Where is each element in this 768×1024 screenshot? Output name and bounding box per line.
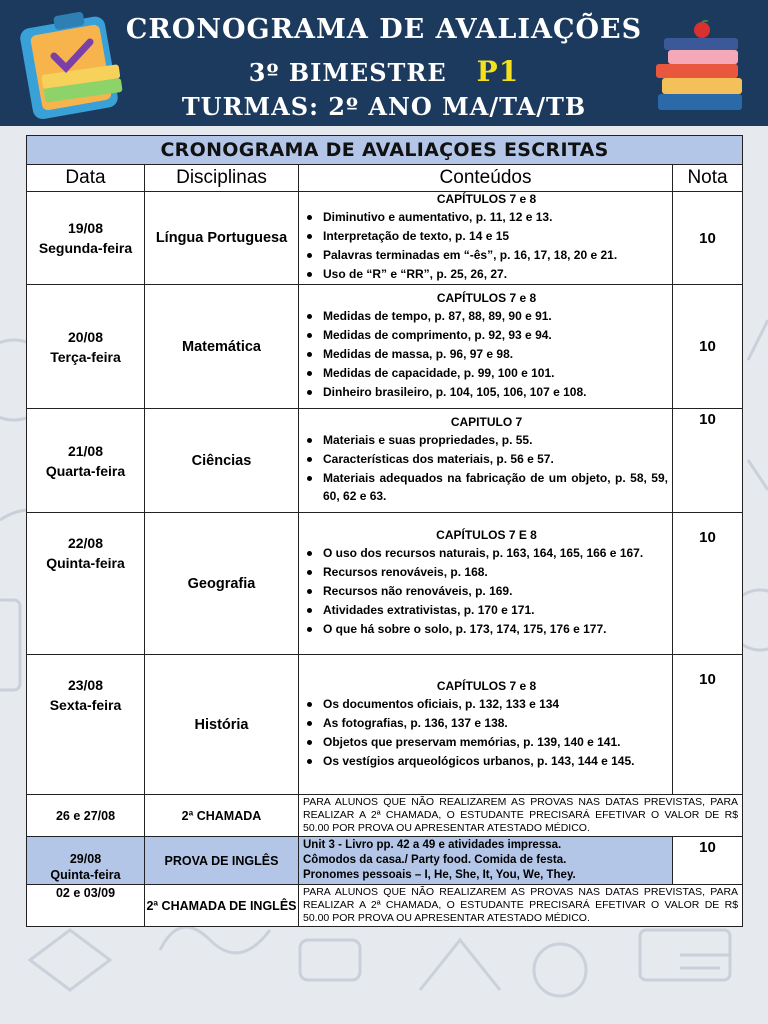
table-row: [27, 192, 743, 285]
date: 29/08: [69, 852, 102, 866]
list-item: Os documentos oficiais, p. 132, 133 e 134: [323, 695, 668, 713]
list-item: Medidas de comprimento, p. 92, 93 e 94.: [323, 326, 668, 344]
content-cell: [299, 837, 673, 885]
date-cell: [27, 285, 145, 409]
table-row: [27, 655, 743, 795]
list-item: Materiais adequados na fabricação de um objeto, p. 58, 59, 60, 62 e 63.: [323, 471, 668, 503]
content-line: Unit 3 - Livro pp. 42 a 49 e atividades impressa.: [303, 839, 562, 851]
date-cell: [27, 837, 145, 885]
schedule-table: [26, 135, 743, 927]
subject-cell: 2ª CHAMADA: [145, 795, 299, 837]
grade-cell: 10: [673, 409, 743, 513]
list-item: Recursos não renováveis, p. 169.: [323, 582, 668, 600]
date-cell: 26 e 27/08: [27, 795, 145, 837]
subject-cell: Língua Portuguesa: [145, 192, 299, 285]
list-item: Medidas de capacidade, p. 99, 100 e 101.: [323, 364, 668, 382]
content-cell: [299, 513, 673, 655]
date-cell: 02 e 03/09: [27, 885, 145, 927]
subject-cell: PROVA DE INGLÊS: [145, 837, 299, 885]
chapter-label: CAPÍTULOS 7 e 8: [436, 192, 537, 206]
header-content: Conteúdos: [299, 165, 673, 192]
grade-cell: 10: [673, 655, 743, 795]
list-item: Diminutivo e aumentativo, p. 11, 12 e 13.: [323, 208, 668, 226]
date: 20/08: [67, 328, 104, 345]
list-item: Interpretação de texto, p. 14 e 15: [323, 227, 668, 245]
notice-cell: PARA ALUNOS QUE NÃO REALIZAREM AS PROVAS NAS DATAS PREVISTAS, PARA REALIZAR A 2ª CHAMADA, O ESTUDANTE PRECISARÁ EFETIVAR O VALOR DE R$ 50.00 POR PROVA OU APRESENTAR ATESTADO MÉDICO.: [299, 795, 743, 837]
list-item: Materiais e suas propriedades, p. 55.: [323, 431, 668, 449]
grade-cell: 10: [673, 837, 743, 885]
content-cell: [299, 192, 673, 285]
list-item: As fotografias, p. 136, 137 e 138.: [323, 714, 668, 732]
date: 19/08: [67, 220, 104, 236]
table-row-second-call: [27, 795, 743, 837]
table-row-english: [27, 837, 743, 885]
chapter-label: CAPÍTULOS 7 E 8: [436, 528, 537, 542]
page-header: [0, 0, 768, 126]
table-row: [27, 409, 743, 513]
grade-cell: 10: [673, 192, 743, 285]
content-cell: [299, 409, 673, 513]
chapter-label: CAPITULO 7: [450, 415, 523, 429]
grade-cell: 10: [673, 285, 743, 409]
bimester-label: 3º BIMESTRE: [248, 58, 447, 87]
header-title: CRONOGRAMA DE AVALIAÇÕES: [125, 14, 643, 45]
header-classes: TURMAS: 2º ANO MA/TA/TB: [181, 92, 587, 121]
date: 22/08: [67, 535, 104, 551]
list-item: Atividades extrativistas, p. 170 e 171.: [323, 601, 668, 619]
table-row: [27, 513, 743, 655]
content-line: Pronomes pessoais – I, He, She, It, You, We, They.: [303, 869, 576, 881]
list-item: Dinheiro brasileiro, p. 104, 105, 106, 107 e 108.: [323, 383, 668, 401]
date-cell: [27, 655, 145, 795]
date-cell: [27, 513, 145, 655]
header-subject: Disciplinas: [145, 165, 299, 192]
list-item: O que há sobre o solo, p. 173, 174, 175, 176 e 177.: [323, 620, 668, 638]
table-row: [27, 285, 743, 409]
subject-cell: 2ª CHAMADA DE INGLÊS: [145, 885, 299, 927]
list-item: Objetos que preservam memórias, p. 139, 140 e 141.: [323, 733, 668, 751]
table-row-english-second-call: [27, 885, 743, 927]
weekday: Quinta-feira: [50, 868, 121, 882]
chapter-label: CAPÍTULOS 7 e 8: [436, 678, 537, 693]
list-item: Recursos renováveis, p. 168.: [323, 563, 668, 581]
header-date: Data: [27, 165, 145, 192]
subject-cell: Ciências: [145, 409, 299, 513]
list-item: Características dos materiais, p. 56 e 57.: [323, 450, 668, 468]
grade-cell: 10: [673, 513, 743, 655]
weekday: Quarta-feira: [45, 462, 126, 479]
date-cell: [27, 192, 145, 285]
date: 23/08: [67, 677, 104, 693]
subject-cell: Matemática: [145, 285, 299, 409]
date-cell: [27, 409, 145, 513]
notice-cell: PARA ALUNOS QUE NÃO REALIZAREM AS PROVAS NAS DATAS PREVISTAS, PARA REALIZAR A 2ª CHAMADA, O ESTUDANTE PRECISARÁ EFETIVAR O VALOR DE R$ 50.00 POR PROVA OU APRESENTAR ATESTADO MÉDICO.: [299, 885, 743, 927]
schedule-sheet: [26, 135, 742, 927]
content-line: Cômodos da casa./ Party food. Comida de festa.: [303, 854, 567, 866]
books-apple-icon: [652, 20, 752, 116]
weekday: Quinta-feira: [46, 555, 125, 571]
chapter-label: CAPÍTULOS 7 e 8: [436, 291, 537, 305]
weekday: Sexta-feira: [49, 697, 122, 713]
list-item: Medidas de tempo, p. 87, 88, 89, 90 e 91.: [323, 307, 668, 325]
content-cell: [299, 285, 673, 409]
subject-cell: História: [145, 655, 299, 795]
p1-badge: P1: [476, 55, 520, 88]
weekday: Segunda-feira: [38, 240, 133, 256]
content-cell: [299, 655, 673, 795]
weekday: Terça-feira: [50, 348, 121, 365]
list-item: Palavras terminadas em “-ês”, p. 16, 17, 18, 20 e 21.: [323, 246, 668, 264]
table-title: CRONOGRAMA DE AVALIAÇOES ESCRITAS: [27, 136, 743, 165]
date: 21/08: [67, 442, 104, 459]
subject-cell: Geografia: [145, 513, 299, 655]
list-item: Os vestígios arqueológicos urbanos, p. 143, 144 e 145.: [323, 752, 668, 770]
list-item: Uso de “R” e “RR”, p. 25, 26, 27.: [323, 265, 668, 283]
header-grade: Nota: [673, 165, 743, 192]
list-item: Medidas de massa, p. 96, 97 e 98.: [323, 345, 668, 363]
list-item: O uso dos recursos naturais, p. 163, 164, 165, 166 e 167.: [323, 544, 668, 562]
